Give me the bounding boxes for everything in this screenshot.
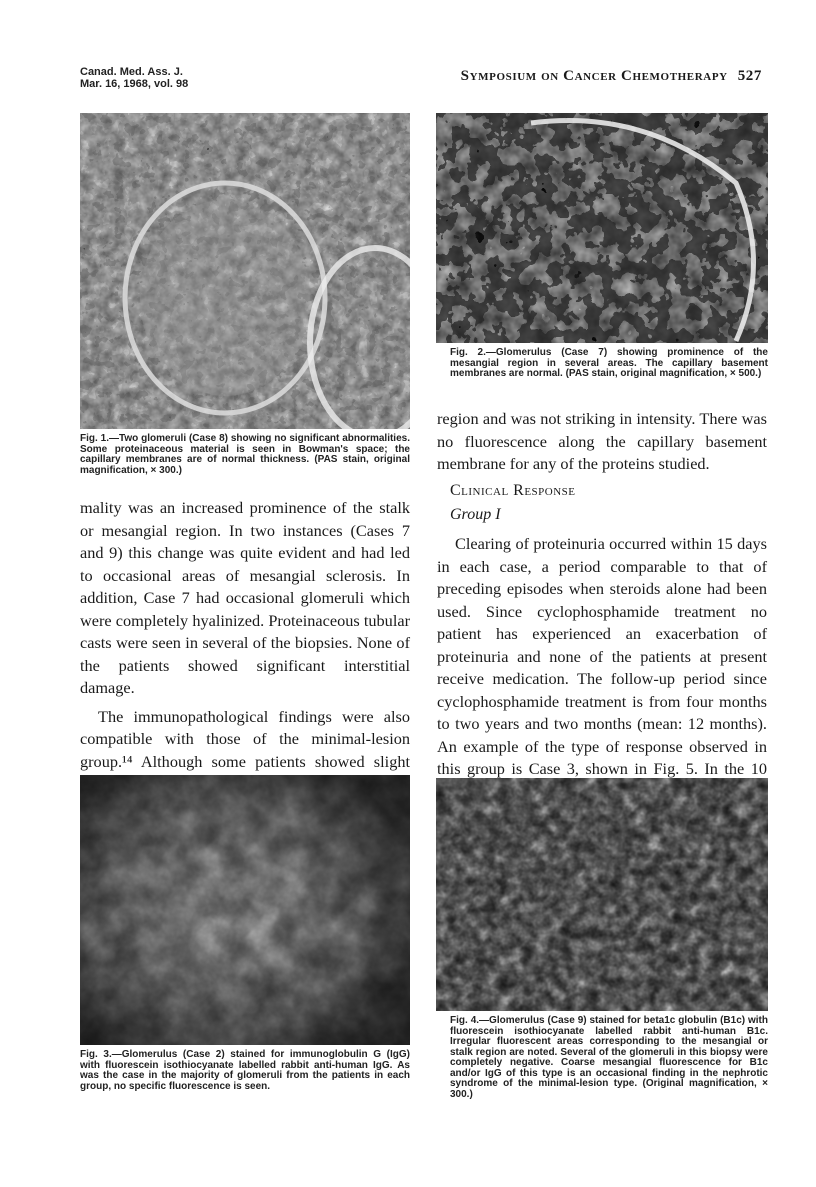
figure-3-image xyxy=(80,775,410,1045)
figure-3-label: Fig. 3. xyxy=(80,1049,112,1060)
figure-2-image xyxy=(436,113,768,343)
figure-4-caption xyxy=(450,1016,768,1100)
right-column-text xyxy=(437,408,767,476)
figure-4-caption-text: —Glomerulus (Case 9) stained for beta1c globulin (B1c) with fluorescein isothiocyanate labelled rabbit anti-human B1c. Irregular fluorescent areas corresponding to the mesangial or stalk region are noted. Several of the glomeruli in this biopsy were completely negative. Coarse mesangial fluorescence for B1c and/or IgG of this type is an occasional finding in the nephrotic syndrome of the minimal-lesion type. (Original magnification, × 300.) xyxy=(450,1015,768,1100)
journal-citation xyxy=(80,66,188,90)
figure-2-caption xyxy=(450,348,768,380)
section-title: Symposium on Cancer Chemotherapy xyxy=(460,68,728,84)
figure-2-caption-text: —Glomerulus (Case 7) showing prominence of the mesangial region in several areas. The capillary basement membranes are normal. (PAS stain, original magnification, × 500.) xyxy=(450,347,768,379)
figure-4-image xyxy=(436,778,768,1011)
journal-name: Canad. Med. Ass. J. xyxy=(80,66,183,78)
figure-3-caption-text: —Glomerulus (Case 2) stained for immunoglobulin G (IgG) with fluorescein isothiocyanate labelled rabbit anti-human IgG. As was the case in the majority of glomeruli from the patients in each group, no specific fluorescence is seen. xyxy=(80,1049,410,1092)
right-paragraph-1: region and was not striking in intensity. There was no fluorescence along the capillary basement membrane for any of the proteins studied. xyxy=(437,409,767,473)
figure-3-caption xyxy=(80,1050,410,1092)
left-paragraph-2: The immunopathological findings were also compatible with those of the minimal-lesion group.¹⁴ Although some patients showed slight xyxy=(80,706,410,771)
running-header xyxy=(440,68,762,85)
figure-2-micrograph xyxy=(436,113,768,343)
right-paragraph-2: Clearing of proteinuria occurred within 15 days in each case, a period comparable to that of preceding episodes when steroids alone had been used. Since cyclophosphamide treatment no patient has experienced an exacerbation of proteinuria and none of the patients at present receive medication. The follow-up period since cyclophosphamide treatment is from four months to two years and two months (mean: 12 months). An example of the type of response observed in this group is Case 3, shown in Fig. 5. In the 10 xyxy=(437,534,767,778)
figure-4-label: Fig. 4. xyxy=(450,1015,480,1026)
page-number: 527 xyxy=(737,68,762,84)
figure-1-image xyxy=(80,113,410,429)
subheading-group-i: Group I xyxy=(450,506,501,523)
figure-3-micrograph xyxy=(80,775,410,1045)
section-heading-clinical-response: Clinical Response xyxy=(450,482,576,499)
figure-2-label: Fig. 2. xyxy=(450,347,486,358)
figure-1-caption xyxy=(80,434,410,476)
figure-1-label: Fig. 1. xyxy=(80,433,109,444)
journal-date-volume: Mar. 16, 1968, vol. 98 xyxy=(80,78,189,90)
figure-1-micrograph xyxy=(80,113,410,429)
left-column-text xyxy=(80,497,410,818)
figure-4-micrograph xyxy=(436,778,768,1011)
left-paragraph-1: mality was an increased prominence of the stalk or mesangial region. In two instances (Cases 7 and 9) this change was quite evident and had led to occasional areas of mesangial sclerosis. In addition, Case 7 had occasional glomeruli which were completely hyalinized. Proteinaceous tubular casts were seen in several of the biopsies. None of the patients showed significant interstitial damage. xyxy=(80,498,410,697)
figure-1-caption-text: —Two glomeruli (Case 8) showing no significant abnormalities. Some proteinaceous material is seen in Bowman's space; the capillary membranes are of normal thickness. (PAS stain, original magnification, × 300.) xyxy=(80,433,410,476)
